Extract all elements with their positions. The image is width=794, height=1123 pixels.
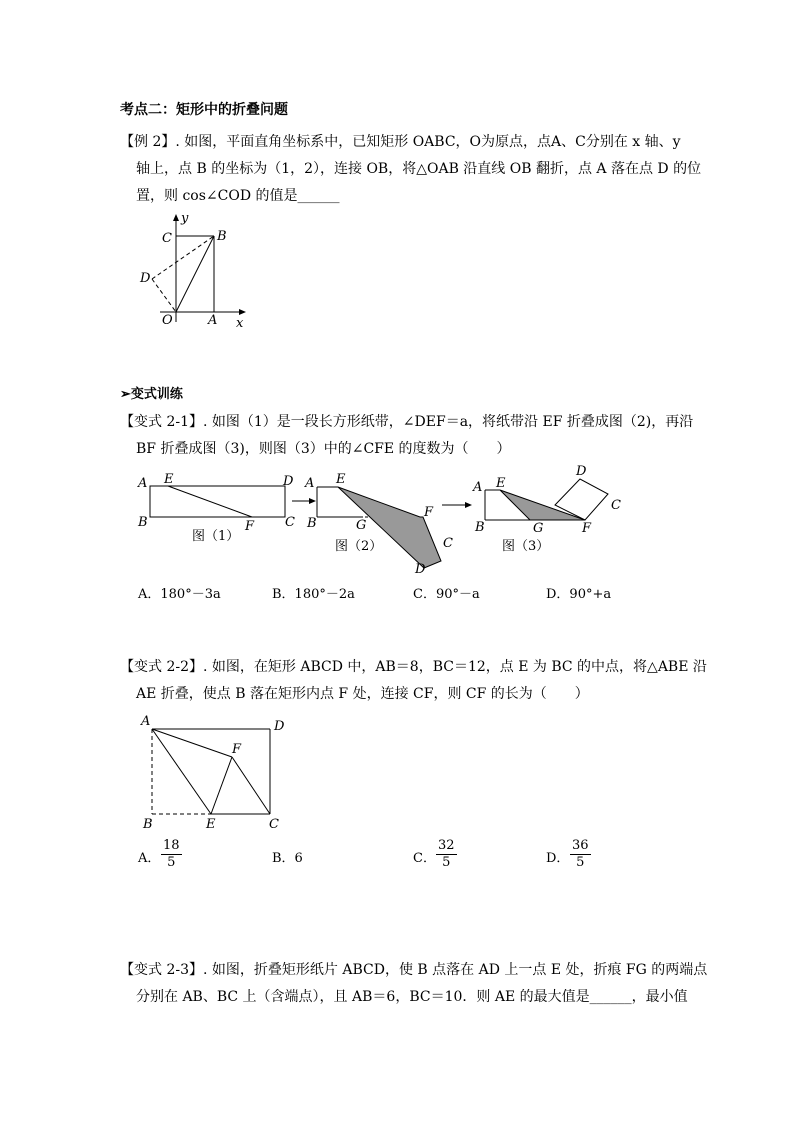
f3-A: A	[473, 480, 483, 495]
variant23-line1: 【变式 2-3】. 如图，折叠矩形纸片 ABCD，使 B 点落在 AD 上一点 E 处，折痕 FG 的两端点	[120, 962, 708, 978]
option-d-denominator: 5	[576, 855, 585, 870]
fig-label-B: B	[217, 229, 227, 244]
variant22-figure	[135, 712, 305, 832]
option-d-numerator: 36	[572, 838, 589, 853]
f1-A: A	[138, 476, 148, 491]
fig-label-A: A	[208, 313, 218, 328]
f2-G: G	[356, 518, 367, 533]
f1-C: C	[285, 515, 295, 530]
f4-F: F	[232, 742, 242, 757]
f1-E: E	[164, 472, 174, 487]
f4-D: D	[274, 719, 285, 734]
option-c-label: C．	[413, 851, 436, 866]
f4-E: E	[206, 817, 216, 832]
option-a-fraction	[161, 838, 182, 871]
variant22-option-a[interactable]	[138, 847, 160, 866]
option-a-numerator: 18	[163, 838, 180, 853]
f1-B: B	[138, 515, 148, 530]
f4-B: B	[143, 817, 153, 832]
variant21-line1: 【变式 2-1】. 如图（1）是一段长方形纸带，∠DEF＝a，将纸带沿 EF 折叠成图（2)，再沿	[120, 414, 694, 430]
option-c-denominator: 5	[442, 855, 451, 870]
variant22-line2: AE 折叠，使点 B 落在矩形内点 F 处，连接 CF，则 CF 的长为（ ）	[136, 686, 589, 702]
example2-line2: 轴上，点 B 的坐标为（1，2），连接 OB，将△OAB 沿直线 OB 翻折，点 A 落在点 D 的位	[136, 161, 702, 177]
section-heading: 考点二：矩形中的折叠问题	[120, 102, 288, 118]
variant21-option-d[interactable]: D．90°+a	[546, 587, 612, 602]
f2-D: D	[415, 562, 426, 577]
f3-C: C	[611, 498, 621, 513]
f2-B: B	[307, 516, 317, 531]
f2-C: C	[443, 536, 453, 551]
option-a-label: A．	[138, 851, 161, 866]
f4-C: C	[269, 817, 279, 832]
variant22-line1: 【变式 2-2】. 如图，在矩形 ABCD 中，AB＝8，BC＝12，点 E 为 BC 的中点，将△ABE 沿	[120, 659, 707, 675]
fig3-caption: 图（3）	[502, 539, 550, 554]
f1-D: D	[283, 474, 294, 489]
variant23-line2: 分别在 AB、BC 上（含端点），且 AB＝6，BC＝10．则 AE 的最大值是______，最小值	[136, 989, 688, 1005]
f2-A: A	[305, 476, 315, 491]
fig-label-y: y	[181, 211, 189, 226]
example2-line1: 【例 2】. 如图，平面直角坐标系中，已知矩形 OABC，O为原点，点A、C分别在 x 轴、y	[120, 134, 681, 150]
f4-A: A	[141, 714, 151, 729]
fig-label-D: D	[140, 271, 151, 286]
variant22-option-c[interactable]	[413, 847, 436, 866]
training-heading: ➢变式训练	[120, 387, 183, 402]
f3-D: D	[576, 464, 587, 479]
f3-G: G	[533, 521, 544, 536]
variant21-option-c[interactable]: C．90°－a	[413, 587, 480, 602]
f3-B: B	[475, 520, 485, 535]
variant22-option-b[interactable]: B．6	[272, 851, 303, 866]
fig-label-x: x	[236, 316, 244, 331]
variant21-figures	[130, 465, 650, 580]
f2-F: F	[424, 505, 434, 520]
variant22-option-d[interactable]	[546, 847, 569, 866]
variant21-option-a[interactable]: A．180°－3a	[138, 587, 221, 602]
fig-label-O: O	[162, 313, 173, 328]
example2-figure	[130, 210, 260, 335]
option-c-fraction	[436, 838, 457, 871]
f3-F: F	[582, 521, 592, 536]
f3-E: E	[496, 476, 506, 491]
option-c-numerator: 32	[438, 838, 455, 853]
variant21-line2: BF 折叠成图（3)，则图（3）中的∠CFE 的度数为（ ）	[136, 441, 511, 457]
fig-label-C: C	[162, 231, 172, 246]
option-d-label: D．	[546, 851, 570, 866]
f2-E: E	[336, 472, 346, 487]
option-a-denominator: 5	[167, 855, 176, 870]
example2-line3: 置，则 cos∠COD 的值是______	[136, 188, 340, 204]
option-d-fraction	[570, 838, 591, 871]
fig1-caption: 图（1）	[192, 529, 240, 544]
fig2-caption: 图（2）	[335, 539, 383, 554]
variant21-option-b[interactable]: B．180°－2a	[272, 587, 355, 602]
f1-F: F	[245, 519, 255, 534]
